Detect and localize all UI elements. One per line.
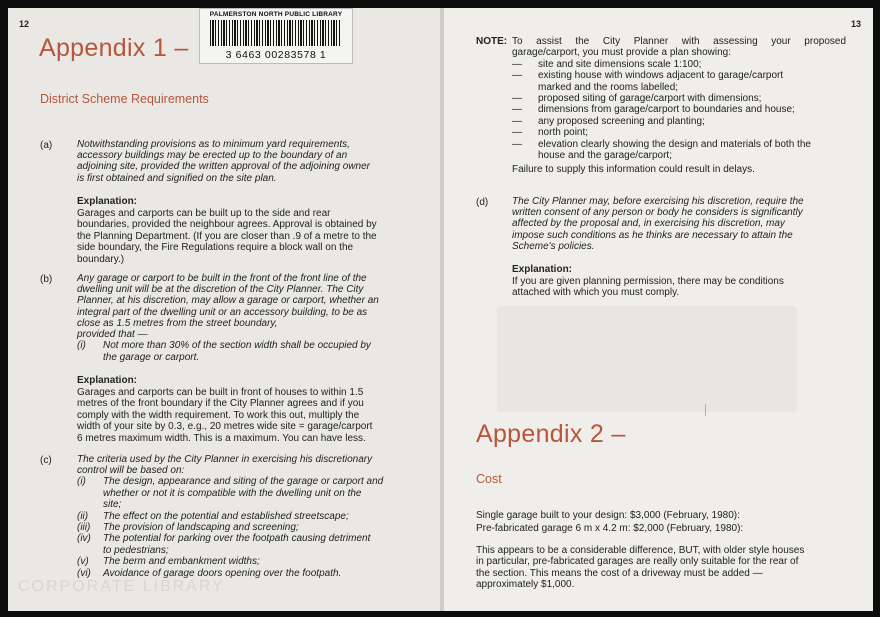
text-line: The criteria used by the City Planner in exercising his discretionary <box>77 454 373 465</box>
text-line: garage/carport, you must provide a plan showing: <box>512 47 732 59</box>
text-line: the garage or carport. <box>103 351 200 363</box>
criterion-iv <box>77 533 411 556</box>
item-b-label: (b) <box>40 274 53 285</box>
criterion-v <box>77 556 411 567</box>
list-text: site and site dimensions scale 1:100; <box>538 58 702 70</box>
criterion-number: (iv) <box>77 533 91 545</box>
criterion-text: The provision of landscaping and screening; <box>103 522 299 534</box>
text-line: side boundary, the Fire Regulations require a block wall on the <box>77 242 354 254</box>
list-text: north point; <box>538 127 589 139</box>
list-text <box>538 139 811 162</box>
list-text: dimensions from garage/carport to boundaries and house; <box>538 104 795 116</box>
dash-bullet: — <box>512 127 522 139</box>
text-line: affected by the proposal and, in exercising his discretion, may <box>512 218 785 230</box>
text-line: is first obtained and signified on the site plan. <box>77 172 277 184</box>
page-number-right: 13 <box>851 19 862 29</box>
text-line: the Planning Department. (If you are closer than .9 of a metre to the <box>77 230 377 242</box>
note-list-item <box>512 70 846 93</box>
text-line: boundaries, provided the neighbour agrees. Approval is obtained by <box>77 219 377 231</box>
note-list-item <box>512 127 846 138</box>
criterion-iii <box>77 522 411 533</box>
criterion-number: (i) <box>77 476 86 488</box>
item-d-text <box>512 196 846 252</box>
note-list-item <box>512 93 846 104</box>
item-a-explanation <box>77 208 411 265</box>
text-line: approximately $1,000. <box>476 579 575 591</box>
item-c-text <box>77 454 411 579</box>
faded-paper-patch <box>497 306 797 412</box>
text-line: attached with which you must comply. <box>512 287 680 299</box>
appendix-2-title: Appendix 2 – <box>476 420 626 448</box>
note-list-item <box>512 116 846 127</box>
cost-heading: Cost <box>476 472 502 486</box>
note-list-item <box>512 104 846 115</box>
note-label: NOTE: <box>476 36 508 47</box>
text-line: site; <box>103 499 122 511</box>
criterion-i <box>77 476 411 510</box>
text-line: Garages and carports can be built in front of houses to within 1.5 <box>77 387 364 398</box>
text-line: impose such conditions as he thinks are necessary to attain the <box>512 229 793 241</box>
criterion-text: The berm and embankment widths; <box>103 556 260 568</box>
text-line: This appears to be a considerable difference, BUT, with older style houses <box>476 545 805 556</box>
item-b-explanation-heading: Explanation: <box>77 375 138 386</box>
text-line: The design, appearance and siting of the garage or carport and <box>103 476 384 488</box>
list-text: proposed siting of garage/carport with dimensions; <box>538 93 762 105</box>
text-line: whether or not it is compatible with the dwelling unit on the <box>103 487 362 499</box>
item-b-explanation <box>77 387 411 444</box>
text-line: written consent of any person or body he considers is significantly <box>512 207 803 219</box>
dash-bullet: — <box>512 138 522 150</box>
item-a-label: (a) <box>40 140 53 151</box>
item-d-explanation <box>512 276 846 299</box>
text-line: dwelling unit will be at the discretion of the City Planner. The City <box>77 284 364 296</box>
text-line: If you are given planning permission, there may be conditions <box>512 276 784 287</box>
text-line: Scheme's policies. <box>512 240 595 252</box>
text-line: comply with the width requirement. To work this out, multiply the <box>77 409 360 421</box>
text-line: integral part of the dwelling unit or an accessory building, to be as <box>77 306 368 318</box>
cost-closing-paragraph <box>476 545 846 591</box>
criterion-number: (v) <box>77 556 89 568</box>
text-line: Planner, at his discretion, may allow a garage or carport, whether an <box>77 295 379 307</box>
item-a-text <box>77 139 411 184</box>
text-line: The City Planner may, before exercising his discretion, require the <box>512 196 804 207</box>
criterion-number: (vi) <box>77 567 91 579</box>
barcode-library-name: PALMERSTON NORTH PUBLIC LIBRARY <box>209 11 343 18</box>
text-line: 6 metres maximum width. This is a maximum. You can have less. <box>77 432 366 444</box>
text-line: adjoining site, provided the written approval of the adjoining owner <box>77 161 370 173</box>
text-line: Not more than 30% of the section width shall be occupied by <box>103 340 371 352</box>
item-d-label: (d) <box>476 197 489 208</box>
library-barcode-label <box>199 8 353 64</box>
text-line: in particular, pre-fabricated garages are really only suitable for the rear of <box>476 556 799 568</box>
note-body <box>512 36 846 176</box>
list-text: any proposed screening and planting; <box>538 115 705 127</box>
dash-bullet: — <box>512 93 522 105</box>
text-line: Notwithstanding provisions as to minimum yard requirements, <box>77 139 350 150</box>
text-line: boundary.) <box>77 253 125 265</box>
text-line: width of your site by 0.3, e.g., 20 metres wide site = garage/carport <box>77 421 373 433</box>
text-line: provided that — <box>77 329 148 341</box>
district-scheme-heading: District Scheme Requirements <box>40 92 209 106</box>
cost-figures <box>476 510 846 535</box>
item-b-sub-i <box>77 340 411 363</box>
text-line: marked and the rooms labelled; <box>538 81 679 93</box>
item-c-label: (c) <box>40 455 52 466</box>
text-line: elevation clearly showing the design and materials of both the <box>538 138 811 150</box>
dash-bullet: — <box>512 115 522 127</box>
sub-text <box>103 340 371 363</box>
text-line: existing house with windows adjacent to garage/carport <box>538 70 784 82</box>
book-gutter <box>440 8 444 611</box>
criterion-text <box>103 476 383 510</box>
item-b-text <box>77 273 411 363</box>
barcode-icon <box>210 20 342 46</box>
dash-bullet: — <box>512 70 522 82</box>
dash-bullet: — <box>512 104 522 116</box>
text-line: Pre-fabricated garage 6 m x 4.2 m: $2,000 (February, 1980): <box>476 522 744 534</box>
note-list-item <box>512 139 846 162</box>
criterion-text: Avoidance of garage doors opening over the footpath. <box>103 567 342 579</box>
note-closing: Failure to supply this information could result in delays. <box>512 164 755 176</box>
show-through-ghost-text: CORPORATE LIBRARY <box>18 578 225 595</box>
barcode-number: 3 6463 00283578 1 <box>225 49 327 61</box>
appendix-1-title: Appendix 1 – <box>39 34 189 62</box>
criterion-text <box>103 533 370 556</box>
text-line: accessory buildings may be erected up to the boundary of an <box>77 150 348 162</box>
text-line: to pedestrians; <box>103 544 169 556</box>
text-line: Garages and carports can be built up to the side and rear <box>77 208 331 219</box>
item-d-explanation-heading: Explanation: <box>512 264 573 275</box>
text-line: To assist the City Planner with assessing your proposed <box>512 36 846 47</box>
sub-number: (i) <box>77 340 86 352</box>
text-line: Single garage built to your design: $3,000 (February, 1980): <box>476 510 740 521</box>
paper-mark <box>705 404 706 416</box>
criterion-ii <box>77 511 411 522</box>
text-line: Any garage or carport to be built in the front of the front line of the <box>77 273 367 284</box>
dash-bullet: — <box>512 58 522 70</box>
page-number-left: 12 <box>19 19 30 29</box>
text-line: the section. This means the cost of a driveway must be added — <box>476 567 763 579</box>
criterion-number: (iii) <box>77 522 91 534</box>
text-line: metres of the front boundary if the City Planner agrees and if you <box>77 398 364 410</box>
text-line: control will be based on: <box>77 465 185 477</box>
text-line: house and the garage/carport; <box>538 150 672 162</box>
criterion-text: The effect on the potential and established streetscape; <box>103 510 349 522</box>
text-line: close as 1.5 metres from the street boundary, <box>77 317 278 329</box>
list-text <box>538 70 783 93</box>
text-line: The potential for parking over the footpath causing detriment <box>103 533 371 545</box>
note-list-item <box>512 59 846 70</box>
item-a-explanation-heading: Explanation: <box>77 196 138 207</box>
criterion-number: (ii) <box>77 510 89 522</box>
